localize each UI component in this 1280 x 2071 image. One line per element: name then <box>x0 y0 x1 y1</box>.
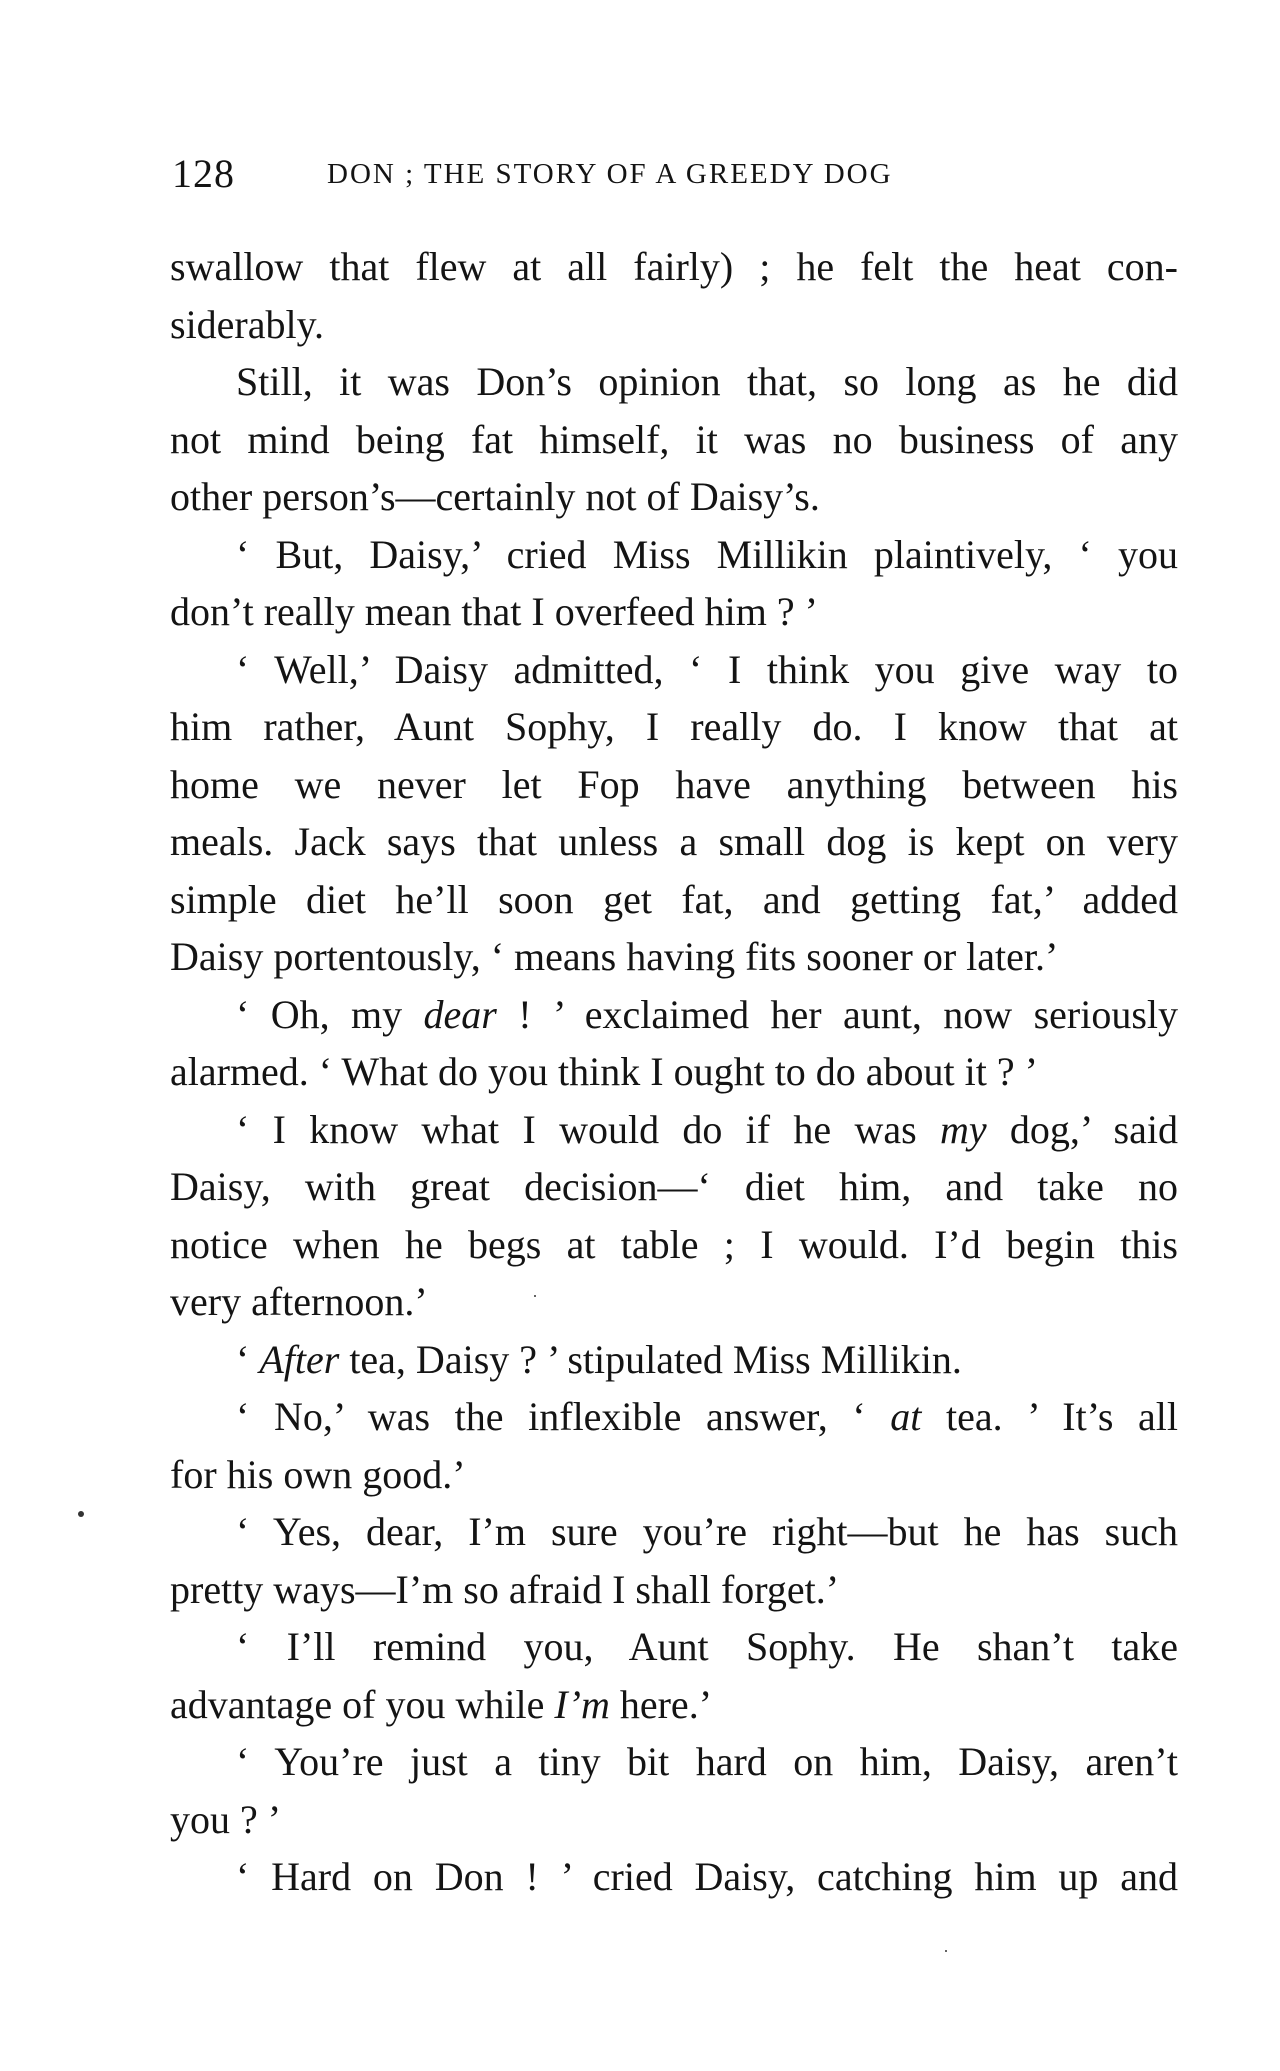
text-segment: tea. ’ It’s all <box>921 1394 1178 1439</box>
body-text <box>170 238 1178 1906</box>
italic-word: dear <box>423 991 497 1037</box>
text-line <box>170 986 1178 1044</box>
text-line: you ? ’ <box>170 1796 282 1842</box>
text-segment: ‘ <box>236 1336 260 1382</box>
text-line: Daisy, with great decision—‘ diet him, and take no <box>170 1164 1178 1209</box>
text-segment: tea, Daisy ? ’ stipulated Miss Millikin. <box>339 1336 962 1382</box>
text-line: home we never let Fop have anything between his <box>170 761 1178 807</box>
text-line: ‘ Yes, dear, I’m sure you’re right—but he has such <box>236 1509 1178 1554</box>
text-line: meals. Jack says that unless a small dog is kept on very <box>170 819 1178 864</box>
text-line <box>170 1676 1178 1734</box>
text-line: other person’s—certainly not of Daisy’s. <box>170 474 820 519</box>
text-segment: ‘ No,’ was the inflexible answer, ‘ <box>236 1394 891 1439</box>
italic-word: at <box>890 1394 922 1439</box>
italic-word: After <box>259 1336 340 1382</box>
text-line: not mind being fat himself, it was no business of any <box>170 416 1178 462</box>
text-line: ‘ But, Daisy,’ cried Miss Millikin plaintively, ‘ you <box>236 531 1178 577</box>
italic-word: my <box>939 1106 987 1152</box>
text-line: swallow that flew at all fairly) ; he felt the heat con- <box>170 244 1178 289</box>
text-line <box>170 1101 1178 1159</box>
running-head <box>172 150 1042 200</box>
text-line: very afternoon.’ <box>170 1279 428 1324</box>
text-segment: here.’ <box>609 1681 713 1727</box>
text-segment: advantage of you while <box>170 1681 555 1727</box>
italic-word: I’m <box>554 1681 610 1727</box>
running-title: DON ; THE STORY OF A GREEDY DOG <box>327 158 893 190</box>
text-line <box>170 1331 1178 1389</box>
ink-speck <box>534 1295 536 1297</box>
text-line: ‘ You’re just a tiny bit hard on him, Daisy, aren’t <box>236 1739 1178 1784</box>
text-line <box>170 1388 1178 1446</box>
text-segment: dog,’ said <box>986 1106 1178 1152</box>
ink-speck <box>78 1511 84 1517</box>
text-segment: ‘ Oh, my <box>236 991 424 1037</box>
text-line: notice when he begs at table ; I would. I’d begin this <box>170 1221 1178 1267</box>
text-line: Daisy portentously, ‘ means having fits sooner or later.’ <box>170 934 1059 979</box>
text-line: ‘ I’ll remind you, Aunt Sophy. He shan’t take <box>236 1624 1178 1669</box>
text-line: alarmed. ‘ What do you think I ought to do about it ? ’ <box>170 1049 1038 1094</box>
text-segment: ! ’ exclaimed her aunt, now seriously <box>496 991 1178 1037</box>
text-line: simple diet he’ll soon get fat, and getting fat,’ added <box>170 876 1178 922</box>
text-line: siderably. <box>170 301 325 347</box>
text-line: Still, it was Don’s opinion that, so long as he did <box>236 359 1178 404</box>
text-line: ‘ Well,’ Daisy admitted, ‘ I think you give way to <box>236 646 1178 692</box>
text-line: ‘ Hard on Don ! ’ cried Daisy, catching him up and <box>236 1854 1178 1899</box>
text-segment: ‘ I know what I would do if he was <box>236 1106 940 1152</box>
text-line: him rather, Aunt Sophy, I really do. I know that at <box>170 704 1178 749</box>
text-line: for his own good.’ <box>170 1451 466 1497</box>
ink-speck <box>945 1950 947 1952</box>
page-number: 128 <box>172 151 235 196</box>
text-line: don’t really mean that I overfeed him ? ’ <box>170 589 818 634</box>
text-line: pretty ways—I’m so afraid I shall forget.’ <box>170 1566 840 1612</box>
